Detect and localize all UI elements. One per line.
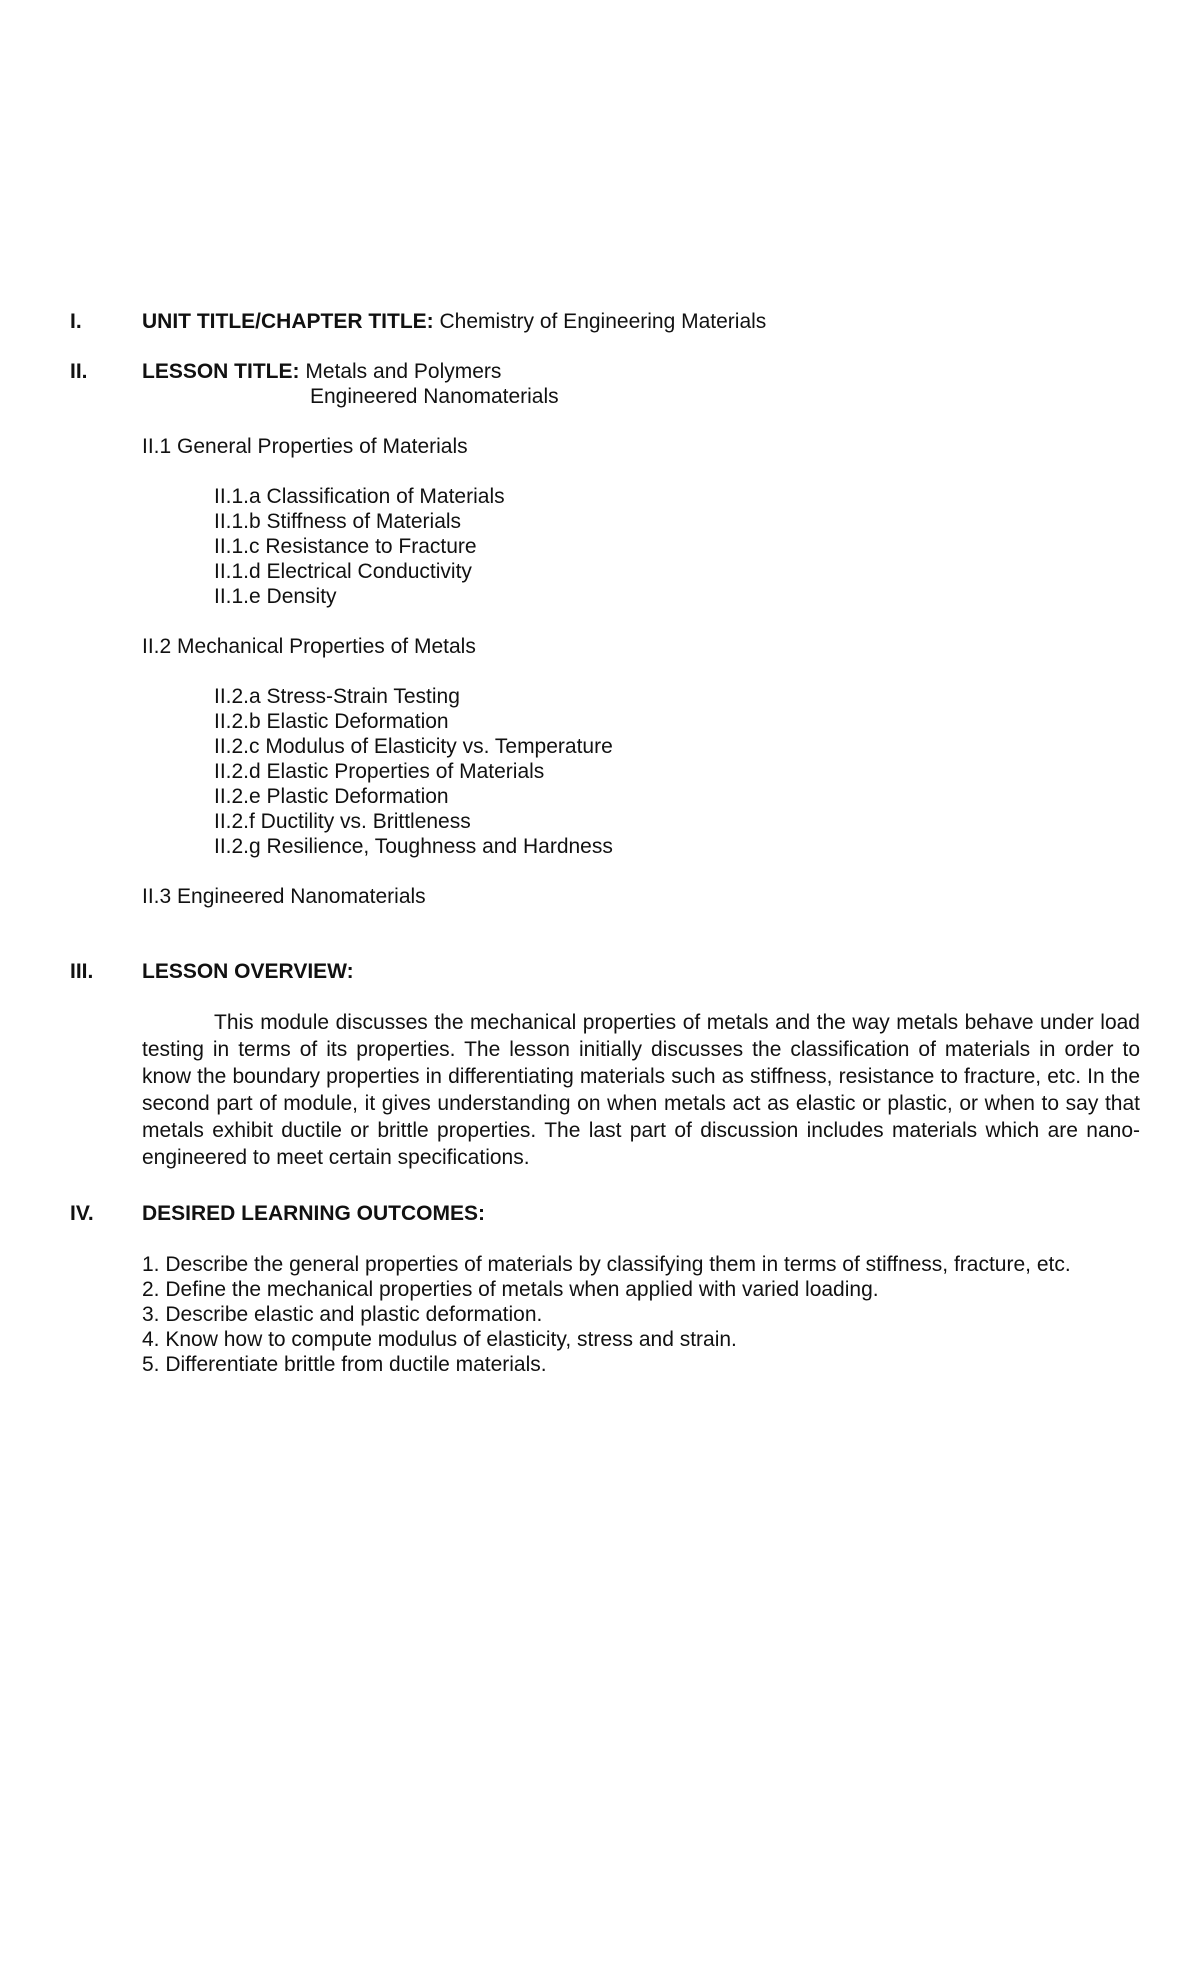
section-numeral: II. — [70, 360, 88, 383]
subsection-title: II.3 Engineered Nanomaterials — [142, 885, 426, 908]
list-item: II.1.b Stiffness of Materials — [214, 510, 462, 533]
list-item: II.1.c Resistance to Fracture — [214, 535, 477, 558]
outcome-item: 3. Describe elastic and plastic deformation. — [142, 1303, 543, 1326]
list-item: II.1.d Electrical Conductivity — [214, 560, 472, 583]
list-item: II.1.a Classification of Materials — [214, 485, 505, 508]
section-numeral: IV. — [70, 1202, 94, 1225]
outcome-item: 1. Describe the general properties of materials by classifying them in terms of stiffness, fracture, etc. — [142, 1253, 1071, 1276]
subsection-title: II.1 General Properties of Materials — [142, 435, 468, 458]
outcome-item: 2. Define the mechanical properties of metals when applied with varied loading. — [142, 1278, 879, 1301]
subsection-title: II.2 Mechanical Properties of Metals — [142, 635, 476, 658]
learning-outcomes-heading — [142, 1201, 485, 1226]
outcome-item: 5. Differentiate brittle from ductile materials. — [142, 1353, 547, 1376]
lesson-overview-paragraph: This module discusses the mechanical properties of metals and the way metals behave under load testing in terms of its properties. The lesson initially discusses the classification of materials in order to know the boundary properties in differentiating materials such as stiffness, resistance to fracture, etc. In the second part of module, it gives understanding on when metals act as elastic or plastic, or when to say that metals exhibit ductile or brittle properties. The last part of discussion includes materials which are nano-engineered to meet certain specifications. — [142, 1011, 1140, 1169]
learning-outcomes-label: DESIRED LEARNING OUTCOMES: — [142, 1202, 486, 1225]
list-item: II.2.b Elastic Deformation — [214, 710, 449, 733]
outcome-item: 4. Know how to compute modulus of elasticity, stress and strain. — [142, 1328, 737, 1351]
section-numeral: III. — [70, 960, 94, 983]
unit-title-value: Chemistry of Engineering Materials — [433, 310, 767, 333]
lesson-overview-label: LESSON OVERVIEW: — [142, 960, 354, 983]
list-item: II.2.a Stress-Strain Testing — [214, 685, 460, 708]
list-item: II.2.g Resilience, Toughness and Hardness — [214, 835, 613, 858]
list-item: II.1.e Density — [214, 585, 337, 608]
lesson-title-label: LESSON TITLE: — [142, 360, 300, 383]
list-item: II.2.f Ductility vs. Brittleness — [214, 810, 471, 833]
section-numeral: I. — [70, 310, 82, 333]
list-item: II.2.e Plastic Deformation — [214, 785, 449, 808]
lesson-overview-heading — [142, 959, 354, 984]
lesson-title-row — [142, 359, 501, 384]
list-item: II.2.c Modulus of Elasticity vs. Temperature — [214, 735, 613, 758]
lesson-title-value-1: Metals and Polymers — [299, 360, 502, 383]
list-item: II.2.d Elastic Properties of Materials — [214, 760, 545, 783]
unit-title-row — [142, 309, 766, 334]
lesson-title-value-2: Engineered Nanomaterials — [310, 385, 559, 408]
unit-title-label: UNIT TITLE/CHAPTER TITLE: — [142, 310, 434, 333]
